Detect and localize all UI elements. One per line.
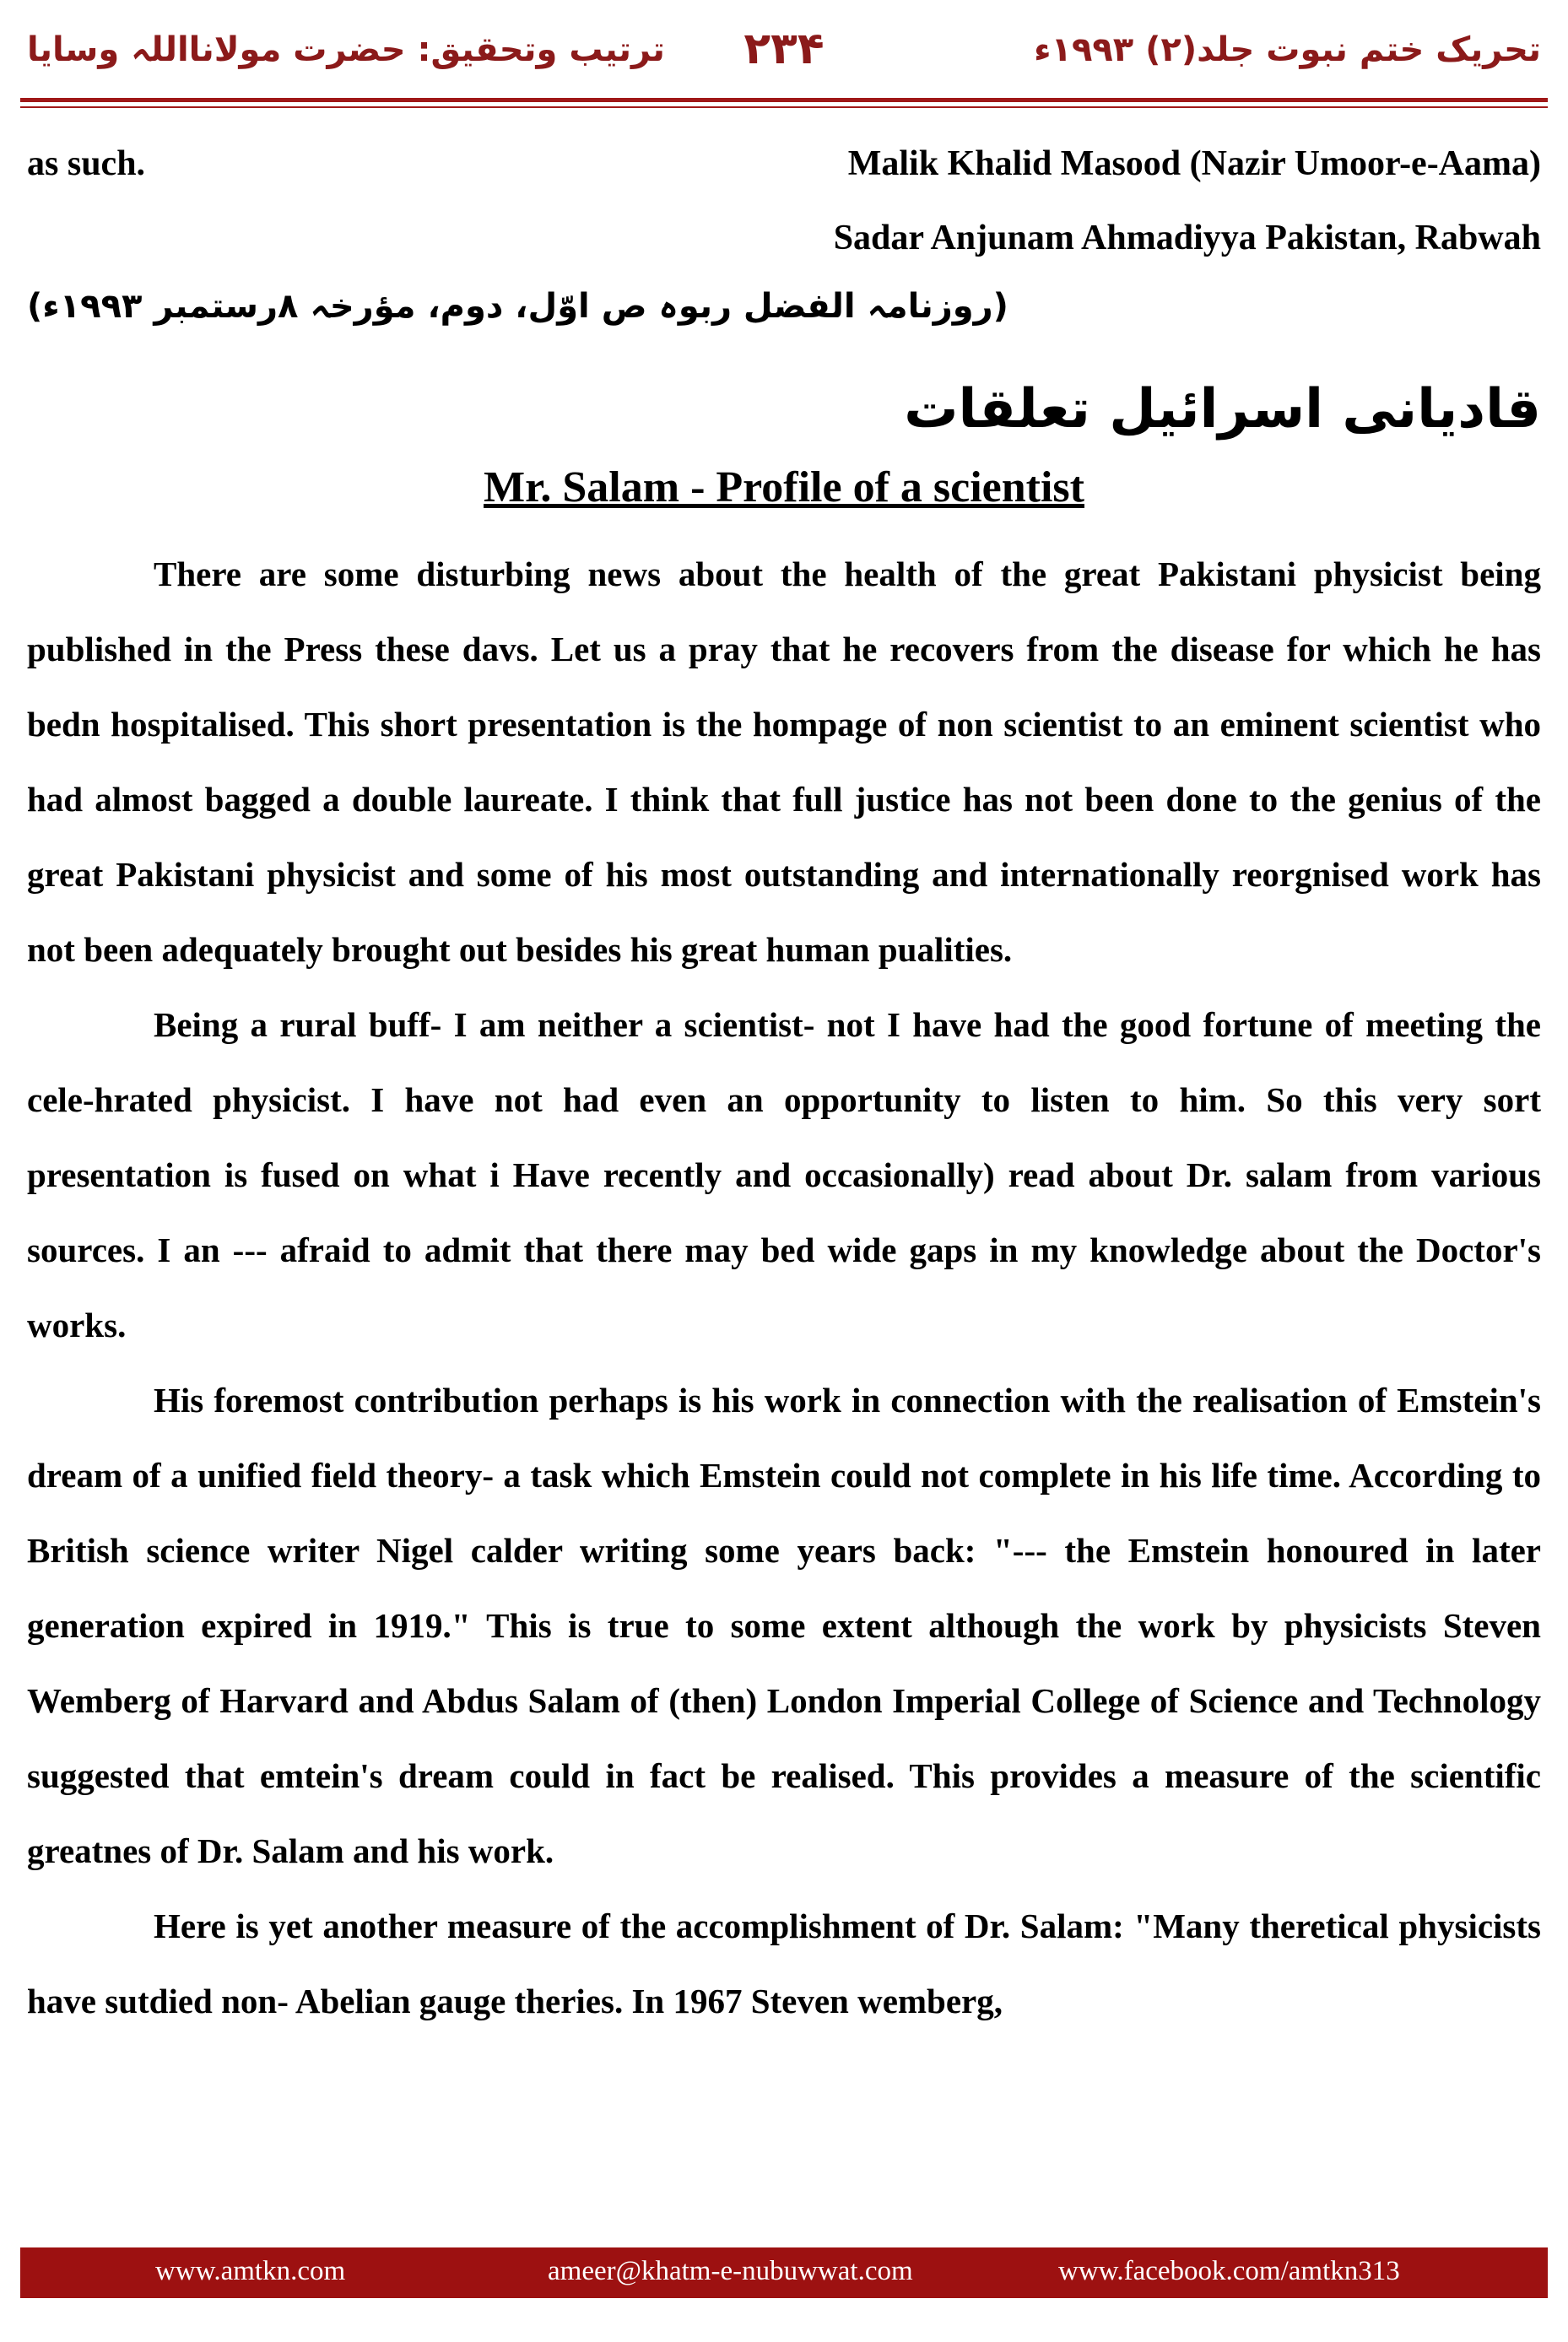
page-footer: [20, 2247, 1548, 2298]
website-link[interactable]: www.amtkn.com: [155, 2256, 346, 2286]
header-rule-thin: [20, 106, 1548, 108]
book-title: تحریک ختم نبوت جلد(۲) ۱۹۹۳ء: [1034, 30, 1541, 69]
compiler-credit: ترتیب وتحقیق: حضرت مولانااللہ وسایا: [27, 30, 665, 69]
paragraph: Being a rural buff- I am neither a scientist- not I have had the good fortune of meeting the cele-hrated physicist. I have not had even an opportunity to listen to him. So this very sort presentation is fused on what i Have recently and occasionally) read about Dr. salam from various sources. I an --- afraid to admit that there may bed wide gaps in my knowledge about the Doctor's works.: [27, 1005, 1541, 1344]
page-number: ۲۳۴: [743, 24, 825, 74]
closing-text: as such.: [27, 144, 146, 183]
paragraph: His foremost contribution perhaps is his work in connection with the realisation of Emstein's dream of a unified field theory- a task which Emstein could not complete in his life time. According to British science writer Nigel calder writing some years back: "--- the Emstein honoured in later generation expired in 1919." This is true to some extent although the work by physicists Steven Wemberg of Harvard and Abdus Salam of (then) London Imperial College of Science and Technology suggested that emtein's dream could in fact be realised. This provides a measure of the scientific greatnes of Dr. Salam and his work.: [27, 1381, 1541, 1870]
source-reference: (روزنامہ الفضل ربوہ ص اوّل، دوم، مؤرخہ ۸رستمبر ۱۹۹۳ء): [27, 287, 1008, 326]
signatory-name: Malik Khalid Masood (Nazir Umoor-e-Aama): [847, 144, 1541, 183]
paragraph: Here is yet another measure of the accomplishment of Dr. Salam: "Many theretical physicists have sutdied non- Abelian gauge theries. In 1967 Steven wemberg,: [27, 1907, 1541, 2020]
email-link[interactable]: ameer@khatm-e-nubuwwat.com: [548, 2256, 913, 2286]
article-title: Mr. Salam - Profile of a scientist: [484, 463, 1084, 511]
article-body: [27, 537, 1541, 2039]
page-header: [0, 0, 1568, 110]
facebook-link[interactable]: www.facebook.com/amtkn313: [1058, 2256, 1400, 2286]
section-heading: قادیانی اسرائیل تعلقات: [904, 378, 1541, 441]
signatory-organization: Sadar Anjunam Ahmadiyya Pakistan, Rabwah: [833, 219, 1541, 257]
header-rule-thick: [20, 98, 1548, 102]
paragraph: There are some disturbing news about the health of the great Pakistani physicist being published in the Press these davs. Let us a pray that he recovers from the disease for which he has bedn hospitalised. This short presentation is the hompage of non scientist to an eminent scientist who had almost bagged a double laureate. I think that full justice has not been done to the genius of the great Pakistani physicist and some of his most outstanding and internationally reorgnised work has not been adequately brought out besides his great human pualities.: [27, 554, 1541, 969]
